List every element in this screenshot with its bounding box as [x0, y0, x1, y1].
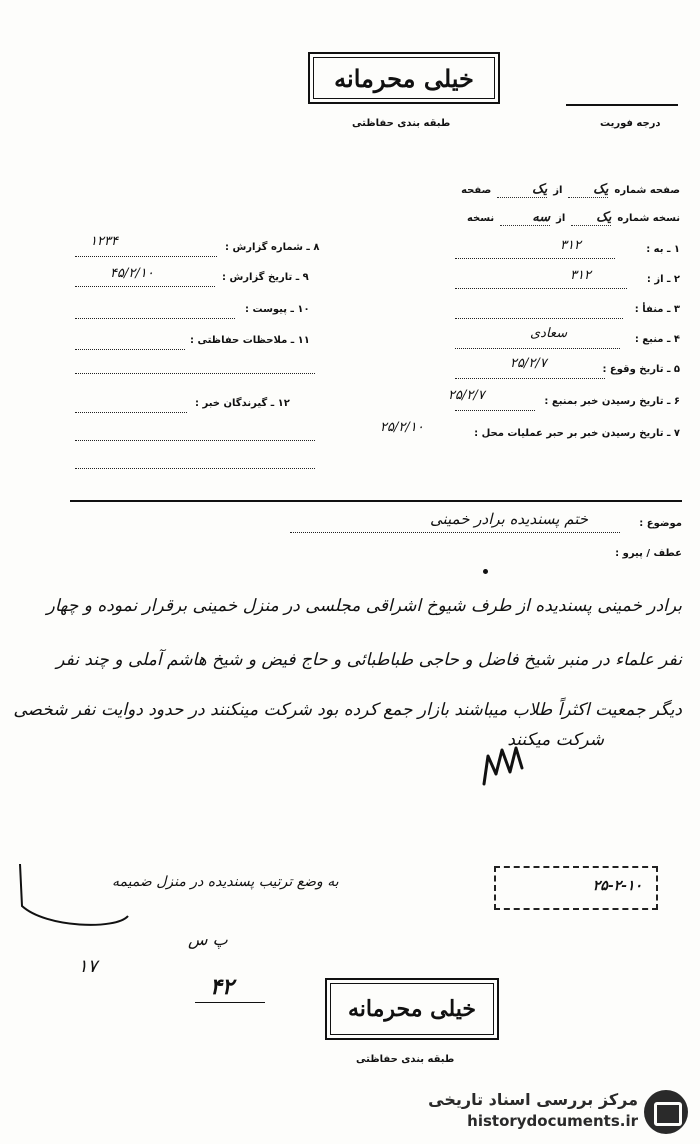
left-field-8-value: ۱۲۳۴ [90, 234, 118, 249]
signature-scribble [478, 744, 538, 790]
right-field-6-label: ۶ ـ تاریخ رسیدن خبر بمنبع : [544, 396, 680, 407]
page-count-label-a: صفحه شماره [614, 185, 680, 196]
ink-dot [483, 569, 488, 574]
right-field-7-value: ۲۵/۲/۱۰ [380, 420, 424, 435]
classification-label-top: طبقه بندی حفاظتی [352, 118, 451, 129]
left-field-8-label: ۸ ـ شماره گزارش : [225, 242, 320, 253]
page-count-value-a: یک [568, 182, 608, 198]
right-field-2-label: ۲ ـ از : [646, 274, 680, 285]
archive-number: ۴۲ [210, 974, 234, 1000]
margin-note-2: پ س [188, 930, 228, 949]
right-field-4-value: سعادی [530, 326, 568, 341]
classification-text-top: خیلی محرمانه [334, 63, 474, 93]
body-line-1: برادر خمینی پسندیده از طرف شیوخ اشراقی مجلسی در منزل خمینی برقرار نموده و چهار [46, 596, 682, 616]
copy-count-value-a: یک [571, 210, 611, 226]
date-stamp-value: ۲۵-۲-۱۰ [592, 878, 642, 894]
right-field-5-value: ۲۵/۲/۷ [510, 356, 547, 371]
subject-value: ختم پسندیده برادر خمینی [430, 510, 588, 528]
classification-stamp-bottom [325, 978, 499, 1040]
watermark-url: historydocuments.ir [467, 1112, 638, 1130]
archive-number-underline [195, 1002, 265, 1003]
page-count-row [461, 182, 680, 198]
date-stamp [494, 866, 658, 910]
watermark [412, 1086, 692, 1138]
copy-count-row [467, 210, 680, 226]
right-field-1-value: ۳۱۲ [560, 238, 581, 253]
right-field-4-label: ۴ ـ منبع : [634, 334, 680, 345]
classification-stamp-top [308, 52, 500, 104]
urgency-label: درجه فوریت [600, 118, 661, 129]
page-count-label-b: از [553, 185, 563, 196]
margin-bracket [16, 858, 134, 940]
right-field-2-value: ۳۱۲ [570, 268, 591, 283]
watermark-name: مرکز بررسی اسناد تاریخی [428, 1090, 638, 1109]
margin-number: ۱۷ [78, 956, 98, 977]
copy-count-label-b: از [556, 213, 566, 224]
left-field-9-value: ۴۵/۲/۱۰ [110, 266, 154, 281]
copy-count-value-b: سه [500, 210, 550, 226]
right-field-1-label: ۱ ـ به : [646, 244, 680, 255]
right-field-5-label: ۵ ـ تاریخ وقوع : [602, 364, 680, 375]
right-field-7-label: ۷ ـ تاریخ رسیدن خبر بر حبر عملیات محل : [474, 428, 680, 439]
classification-label-bottom: طبقه بندی حفاظتی [356, 1054, 455, 1065]
left-field-12-label: ۱۲ ـ گیرندگان خبر : [195, 398, 290, 409]
copy-count-label-c: نسخه [466, 213, 495, 224]
body-line-3: دیگر جمعیت اکثراً طلاب میباشند بازار جمع کرده بود شرکت مینکنند در حدود دوایت نفر شخصی [13, 700, 682, 720]
classification-text-bottom: خیلی محرمانه [347, 996, 477, 1022]
copy-count-label-a: نسخه شماره [617, 213, 680, 224]
body-line-4: شرکت میکنند [507, 730, 604, 750]
section-divider [70, 500, 682, 502]
subject-label: موضوع : [639, 518, 682, 529]
right-field-6-value: ۲۵/۲/۷ [448, 388, 485, 403]
left-field-10-label: ۱۰ ـ پیوست : [245, 304, 310, 315]
page-count-value-b: یک [497, 182, 547, 198]
page-count-label-c: صفحه [461, 185, 492, 196]
right-field-3-label: ۳ ـ منفأ : [634, 304, 680, 315]
reference-label: عطف / پیرو : [615, 548, 682, 559]
body-line-2: نفر علماء در منبر شیخ فاضل و حاجی طباطبائی و حاج فیض و شیخ هاشم آملی و چند نفر [56, 650, 682, 670]
archive-logo-icon [644, 1090, 688, 1134]
urgency-line [566, 104, 678, 106]
left-field-9-label: ۹ ـ تاریخ گزارش : [222, 272, 309, 283]
left-field-11-label: ۱۱ ـ ملاحظات حفاظتی : [190, 335, 310, 346]
margin-note: به وضع ترتیب پسندیده در منزل ضمیمه [112, 874, 339, 890]
